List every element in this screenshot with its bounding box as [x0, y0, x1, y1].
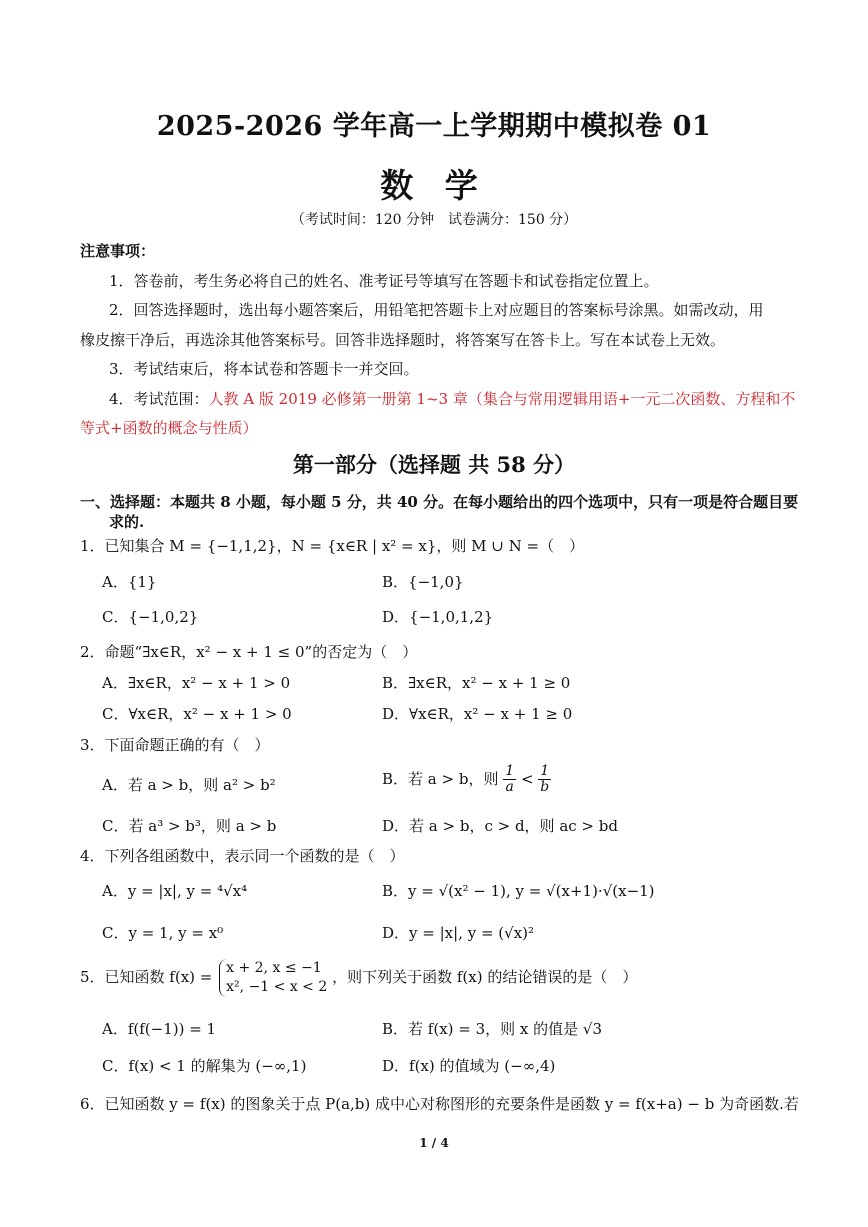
q2-option-c: C．∀x∈R，x² − x + 1 > 0 — [102, 705, 292, 723]
q3-option-b-prefix: B．若 a > b，则 — [382, 769, 499, 788]
less-than-sign: < — [520, 769, 534, 788]
question-3-stem: 3．下面命题正确的有（ ） — [80, 736, 270, 754]
question-1-stem: 1．已知集合 M = {−1,1,2}，N = {x∈R | x² = x}，则 M ∪ N =（ ） — [80, 537, 585, 555]
q5-stem-suffix: ，则下列关于函数 f(x) 的结论错误的是（ ） — [332, 967, 638, 986]
q5-stem-prefix: 5．已知函数 f(x) = — [80, 967, 213, 986]
q3-option-a: A．若 a > b，则 a² > b² — [102, 776, 276, 794]
note-item-2a: 2．回答选择题时，选出每小题答案后，用铅笔把答题卡上对应题目的答案标号涂黑。如需改动，用 — [109, 301, 764, 319]
q2-option-b: B．∃x∈R，x² − x + 1 ≥ 0 — [382, 674, 571, 692]
q1-option-d: D．{−1,0,1,2} — [382, 608, 494, 626]
frac-a-numerator: 1 — [505, 763, 515, 779]
q5-option-a: A．f(f(−1)) = 1 — [102, 1020, 217, 1038]
note-item-3: 3．考试结束后，将本试卷和答题卡一并交回。 — [109, 360, 419, 378]
exam-info: （考试时间：120 分钟 试卷满分：150 分） — [290, 212, 578, 228]
q4-option-c: C．y = 1, y = x⁰ — [102, 924, 224, 942]
q5-option-c: C．f(x) < 1 的解集为 (−∞,1) — [102, 1057, 307, 1075]
exam-scope-cont: 等式+函数的概念与性质） — [80, 419, 258, 437]
page-title: 2025-2026 学年高一上学期期中模拟卷 01 — [156, 111, 712, 142]
q4-option-b: B．y = √(x² − 1), y = √(x+1)·√(x−1) — [382, 882, 655, 900]
note-item-4-prefix: 4．考试范围： — [109, 390, 209, 408]
note-item-4 — [109, 388, 795, 409]
frac-b-numerator: 1 — [540, 763, 550, 779]
frac-a-denominator: a — [505, 779, 514, 796]
q4-option-a: A．y = |x|, y = ⁴√x⁴ — [102, 882, 248, 900]
question-2-stem: 2．命题“∃x∈R，x² − x + 1 ≤ 0”的否定为（ ） — [80, 643, 418, 661]
question-6-stem: 6．已知函数 y = f(x) 的图象关于点 P(a,b) 成中心对称图形的充要条件是函数 y = f(x+a) − b 为奇函数.若 — [80, 1095, 799, 1113]
q3-option-b — [382, 764, 551, 796]
note-item-1: 1．答卷前，考生务必将自己的姓名、准考证号等填写在答题卡和试卷指定位置上。 — [109, 272, 659, 290]
q1-option-b: B．{−1,0} — [382, 573, 464, 591]
exam-scope: 人教 A 版 2019 必修第一册第 1~3 章（集合与常用逻辑用语+一元二次函数、方程和不 — [208, 390, 796, 408]
q3-option-c: C．若 a³ > b³，则 a > b — [102, 817, 277, 835]
q2-option-d: D．∀x∈R，x² − x + 1 ≥ 0 — [382, 705, 573, 723]
q5-option-b: B．若 f(x) = 3，则 x 的值是 √3 — [382, 1020, 603, 1038]
notes-heading: 注意事项： — [80, 242, 156, 260]
fraction-one-over-b — [538, 764, 551, 796]
q1-option-c: C．{−1,0,2} — [102, 608, 199, 626]
page-number: 1 / 4 — [419, 1136, 449, 1150]
q3-option-d: D．若 a > b，c > d，则 ac > bd — [382, 817, 618, 835]
frac-b-denominator: b — [540, 779, 550, 796]
piecewise-definition — [219, 959, 327, 997]
part-one-title: 第一部分（选择题 共 58 分） — [292, 452, 576, 477]
fraction-one-over-a — [503, 764, 516, 796]
section-heading-a: 一、选择题：本题共 8 小题，每小题 5 分，共 40 分。在每小题给出的四个选项中，只有一项是符合题目要 — [80, 493, 799, 511]
q5-option-d: D．f(x) 的值域为 (−∞,4) — [382, 1057, 556, 1075]
q1-option-a: A．{1} — [102, 573, 157, 591]
subject-title: 数 学 — [380, 166, 488, 205]
question-5-stem — [80, 959, 637, 997]
q2-option-a: A．∃x∈R，x² − x + 1 > 0 — [102, 674, 291, 692]
section-heading-b: 求的. — [109, 513, 145, 531]
note-item-2b: 橡皮擦干净后，再选涂其他答案标号。回答非选择题时，将答案写在答卡上。写在本试卷上无效。 — [80, 331, 726, 349]
question-4-stem: 4．下列各组函数中，表示同一个函数的是（ ） — [80, 847, 405, 865]
piecewise-case-2: x², −1 < x < 2 — [226, 978, 328, 995]
q4-option-d: D．y = |x|, y = (√x)² — [382, 924, 535, 942]
piecewise-case-1: x + 2, x ≤ −1 — [226, 960, 322, 976]
